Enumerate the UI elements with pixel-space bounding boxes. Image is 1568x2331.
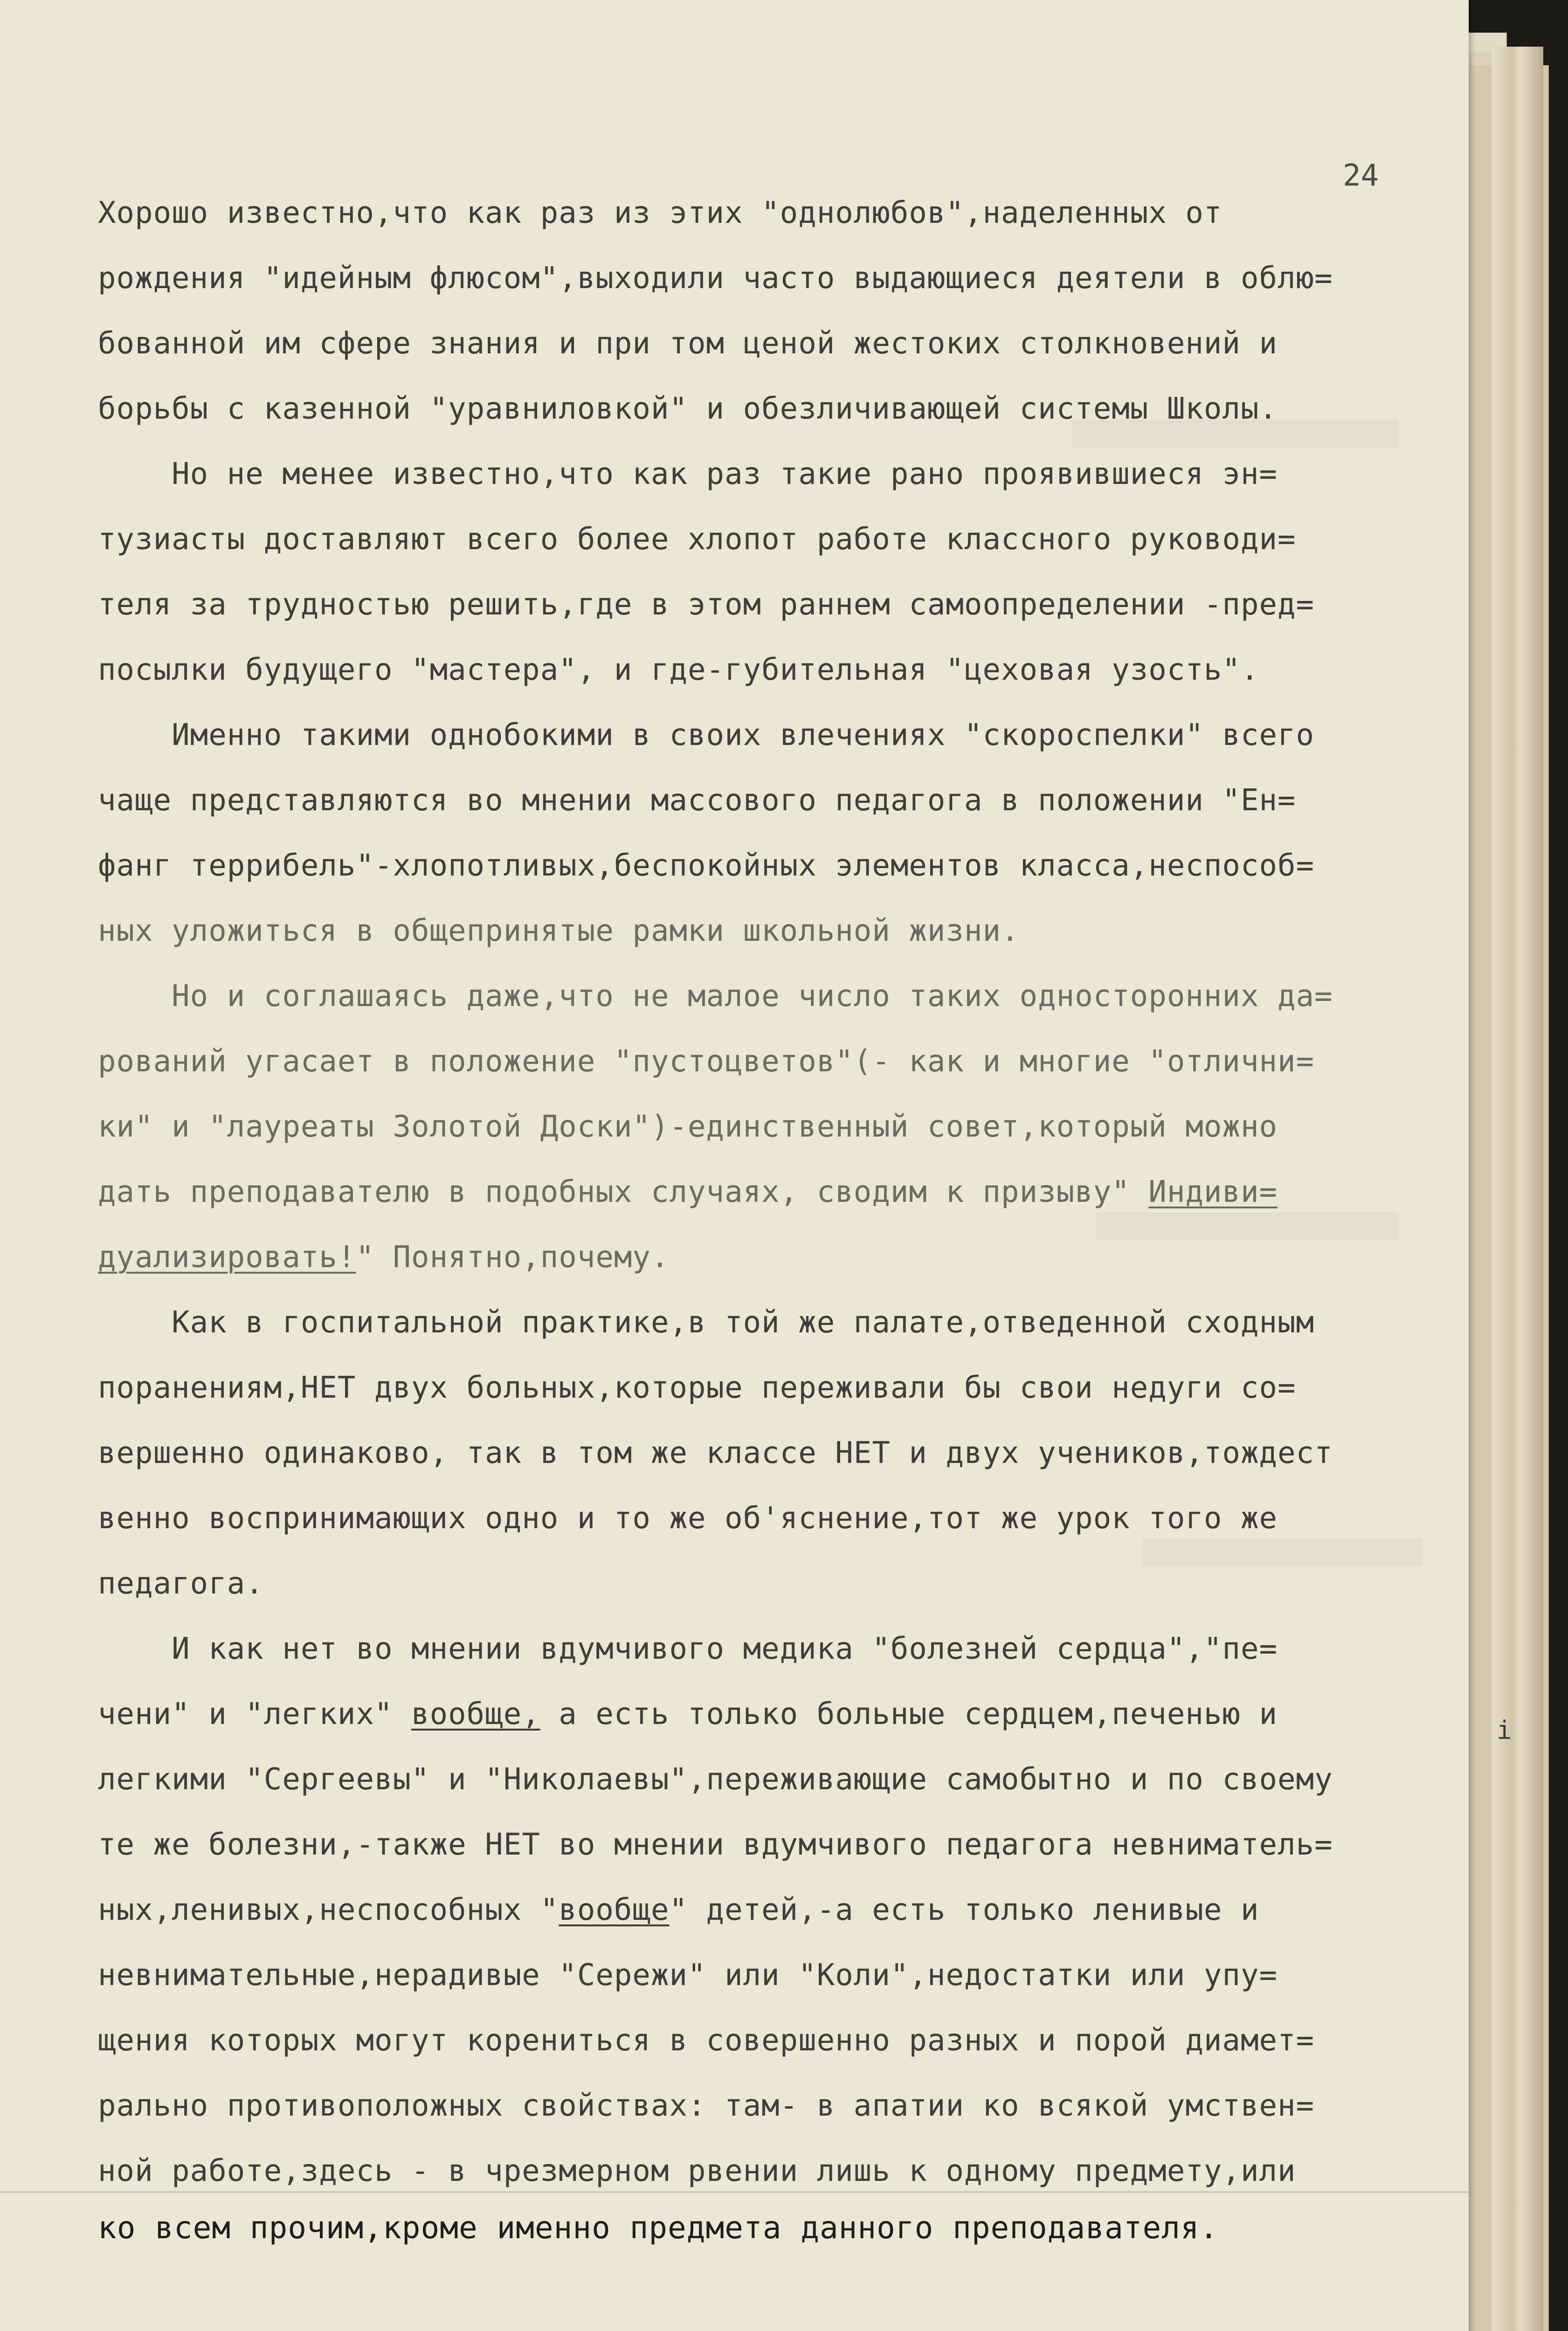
text-line: фанг террибель"-хлопотливых,беспокойных элементов класса,неспособ= <box>98 848 1315 883</box>
page-stack-edge <box>1492 47 1543 2331</box>
last-line: ко всем прочим,кроме именно предмета данного преподавателя. <box>98 2210 1219 2246</box>
text-line: венно воспринимающих одно и то же об'яснение,тот же урок того же <box>98 1501 1278 1536</box>
text-line: невнимательные,нерадивые "Сережи" или "Коли",недостатки или упу= <box>98 1958 1278 1993</box>
text-line: щения которых могут корениться в совершенно разных и порой диамет= <box>98 2023 1315 2058</box>
bleed-through <box>1096 1212 1399 1240</box>
side-mark: i <box>1497 1716 1512 1745</box>
text-line: поранениям,НЕТ двух больных,которые переживали бы свои недуги со= <box>98 1371 1296 1405</box>
text-line: И как нет во мнении вдумчивого медика "болезней сердца","пе= <box>98 1632 1278 1666</box>
text-line: легкими "Сергеевы" и "Николаевы",переживающие самобытно и по своему <box>98 1762 1333 1797</box>
underlined-word: вообще, <box>411 1697 540 1731</box>
text-line: теля за трудностью решить,где в этом раннем самоопределении -пред= <box>98 587 1315 622</box>
text-line: тузиасты доставляют всего более хлопот работе классного руководи= <box>98 522 1296 557</box>
text-line: рождения "идейным флюсом",выходили часто выдающиеся деятели в облю= <box>98 261 1333 296</box>
text-line: чени" и "легких" вообще, а есть только больные сердцем,печенью и <box>98 1697 1278 1731</box>
text-line: борьбы с казенной "уравниловкой" и обезличивающей системы Школы. <box>98 392 1278 426</box>
text-line: ных,ленивых,неспособных "вообще" детей,-а есть только ленивые и <box>98 1893 1259 1927</box>
text-line: те же болезни,-также НЕТ во мнении вдумчивого педагога невниматель= <box>98 1828 1333 1862</box>
underlined-word: дуализировать! <box>98 1240 356 1275</box>
text-line: педагога. <box>98 1566 264 1601</box>
text-line: рований угасает в положение "пустоцветов"(- как и многие "отлични= <box>98 1044 1315 1079</box>
text-line: Именно такими однобокими в своих влечениях "скороспелки" всего <box>98 718 1315 752</box>
text-line: дать преподавателю в подобных случаях, сводим к призыву" Индиви= <box>98 1175 1278 1209</box>
bleed-through <box>1142 1538 1422 1566</box>
text-line: Как в госпитальной практике,в той же палате,отведенной сходным <box>98 1305 1315 1340</box>
underlined-word: вообще <box>559 1893 670 1927</box>
text-line: Хорошо известно,что как раз из этих "однолюбов",наделенных от <box>98 196 1223 230</box>
text-line: дуализировать!" Понятно,почему. <box>98 1240 670 1275</box>
text-line: вершенно одинаково, так в том же классе НЕТ и двух учеников,тождест <box>98 1436 1333 1470</box>
text-line: ки" и "лауреаты Золотой Доски")-единственный совет,который можно <box>98 1110 1278 1144</box>
page-fold <box>0 2191 1469 2193</box>
text-line: Но не менее известно,что как раз такие рано проявившиеся эн= <box>98 457 1278 491</box>
text-line: чаще представляются во мнении массового педагога в положении "Ен= <box>98 783 1296 818</box>
text-line: Но и соглашаясь даже,что не малое число таких односторонних да= <box>98 979 1333 1014</box>
text-line: рально противоположных свойствах: там- в апатии ко всякой умствен= <box>98 2089 1315 2123</box>
underlined-word: Индиви= <box>1148 1175 1278 1209</box>
page-number: 24 <box>1343 159 1379 193</box>
text-line: ной работе,здесь - в чрезмерном рвении лишь к одному предмету,или <box>98 2154 1296 2188</box>
text-line: посылки будущего "мастера", и где-губительная "цеховая узость". <box>98 653 1259 687</box>
text-line: ных уложиться в общепринятые рамки школьной жизни. <box>98 914 1020 948</box>
text-line: бованной им сфере знания и при том ценой жестоких столкновений и <box>98 326 1278 361</box>
